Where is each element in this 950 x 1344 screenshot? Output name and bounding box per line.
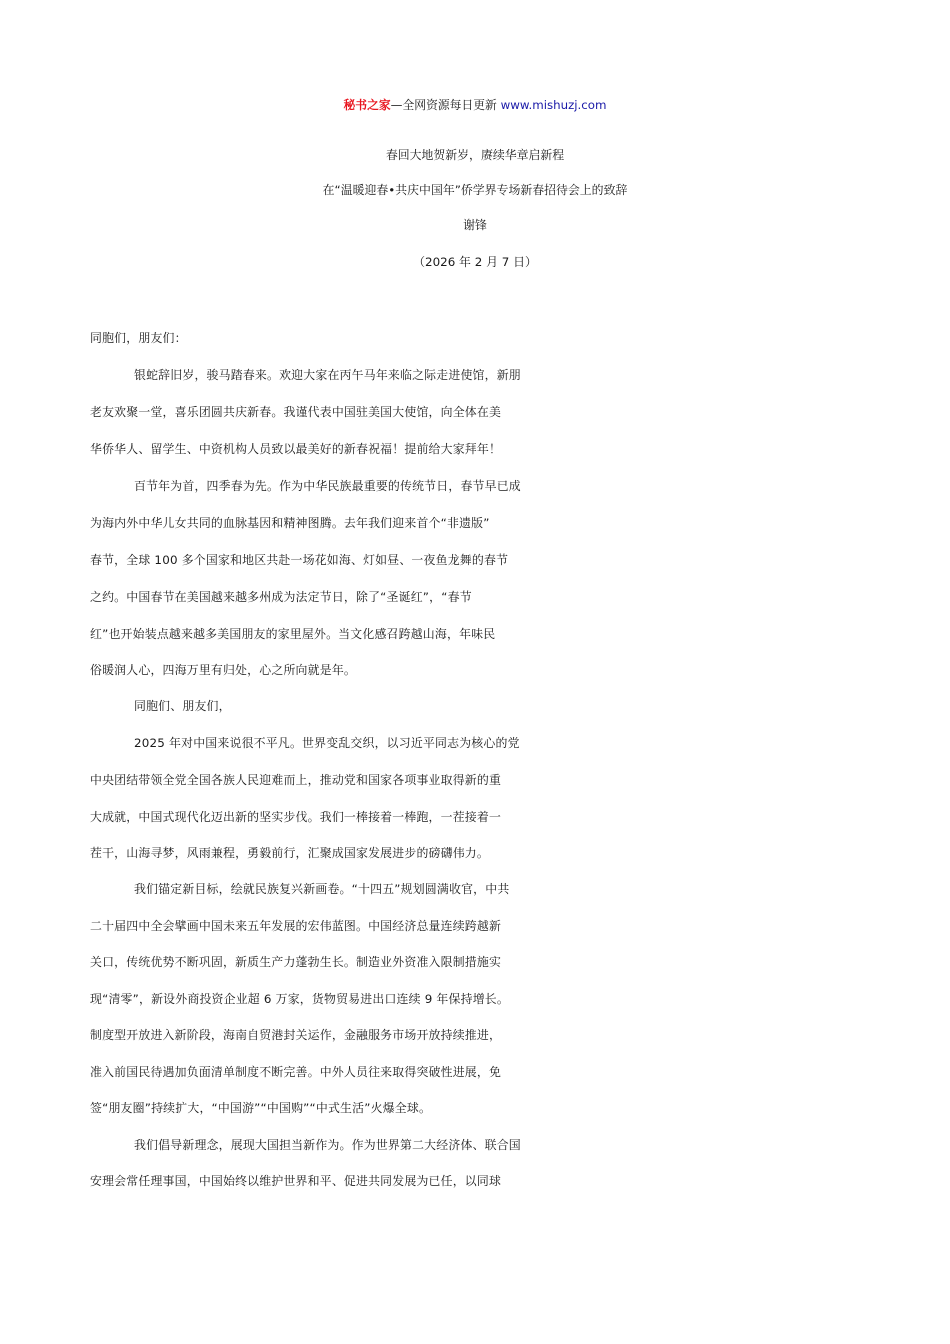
paragraph-line: 安理会常任理事国，中国始终以维护世界和平、促进共同发展为已任，以同球 bbox=[90, 1174, 502, 1188]
paragraph-line: 我们锚定新目标，绘就民族复兴新画卷。“十四五”规划圆满收官，中共 bbox=[134, 882, 510, 896]
paragraph-line: 大成就，中国式现代化迈出新的坚实步伐。我们一棒接着一棒跑，一茬接着一 bbox=[90, 810, 502, 824]
site-name: 秘书之家 bbox=[343, 98, 391, 112]
paragraph-line: 茬干，山海寻梦，风雨兼程，勇毅前行，汇聚成国家发展进步的磅礴伟力。 bbox=[90, 846, 489, 860]
paragraph-line: 春节，全球 100 多个国家和地区共赴一场花如海、灯如昼、一夜鱼龙舞的春节 bbox=[90, 553, 509, 567]
paragraph-line: 百节年为首，四季春为先。作为中华民族最重要的传统节日，春节早已成 bbox=[134, 479, 521, 493]
site-header bbox=[0, 88, 950, 122]
paragraph-line: 为海内外中华儿女共同的血脉基因和精神图腾。去年我们迎来首个“非遗版” bbox=[90, 516, 490, 530]
document-subtitle: 在“温暖迎春•共庆中国年”侨学界专场新春招待会上的致辞 bbox=[322, 183, 628, 197]
paragraph-line: 现“清零”，新设外商投资企业超 6 万家，货物贸易进出口连续 9 年保持增长。 bbox=[90, 992, 509, 1006]
document-date: （2026 年 2 月 7 日） bbox=[413, 255, 537, 269]
paragraph-line: 俗暖润人心，四海万里有归处，心之所向就是年。 bbox=[90, 663, 356, 677]
header-dash: — bbox=[390, 98, 403, 112]
paragraph-line: 华侨华人、留学生、中资机构人员致以最美好的新春祝福！提前给大家拜年！ bbox=[90, 442, 502, 456]
paragraph-line: 2025 年对中国来说很不平凡。世界变乱交织，以习近平同志为核心的党 bbox=[134, 736, 520, 750]
site-url-link[interactable]: www.mishuzj.com bbox=[500, 98, 607, 112]
paragraph-line: 签“朋友圈”持续扩大，“中国游”“中国购”“中式生活”火爆全球。 bbox=[90, 1101, 432, 1115]
paragraph-line: 老友欢聚一堂，喜乐团圆共庆新春。我谨代表中国驻美国大使馆，向全体在美 bbox=[90, 405, 502, 419]
paragraph-line: 红”也开始装点越来越多美国朋友的家里屋外。当文化感召跨越山海，年味民 bbox=[90, 627, 496, 641]
paragraph-line: 制度型开放进入新阶段，海南自贸港封关运作，金融服务市场开放持续推进， bbox=[90, 1028, 502, 1042]
document-title: 春回大地贺新岁，赓续华章启新程 bbox=[385, 148, 565, 162]
paragraph-line: 关口，传统优势不断巩固，新质生产力蓬勃生长。制造业外资准入限制措施实 bbox=[90, 955, 502, 969]
paragraph-line: 准入前国民待遇加负面清单制度不断完善。中外人员往来取得突破性进展，免 bbox=[90, 1065, 502, 1079]
paragraph-line: 之约。中国春节在美国越来越多州成为法定节日，除了“圣诞红”，“春节 bbox=[90, 590, 472, 604]
paragraph-line: 同胞们、朋友们， bbox=[134, 699, 231, 713]
paragraph-line: 中央团结带领全党全国各族人民迎难而上，推动党和国家各项事业取得新的重 bbox=[90, 773, 502, 787]
paragraph-line: 二十届四中全会擘画中国未来五年发展的宏伟蓝图。中国经济总量连续跨越新 bbox=[90, 919, 502, 933]
site-tagline: 全网资源每日更新 bbox=[402, 98, 497, 112]
document-author: 谢锋 bbox=[463, 218, 487, 232]
paragraph-line: 银蛇辞旧岁，骏马踏春来。欢迎大家在丙午马年来临之际走进使馆，新朋 bbox=[134, 368, 521, 382]
paragraph-line: 我们倡导新理念，展现大国担当新作为。作为世界第二大经济体、联合国 bbox=[134, 1138, 521, 1152]
salutation: 同胞们，朋友们： bbox=[90, 331, 187, 345]
